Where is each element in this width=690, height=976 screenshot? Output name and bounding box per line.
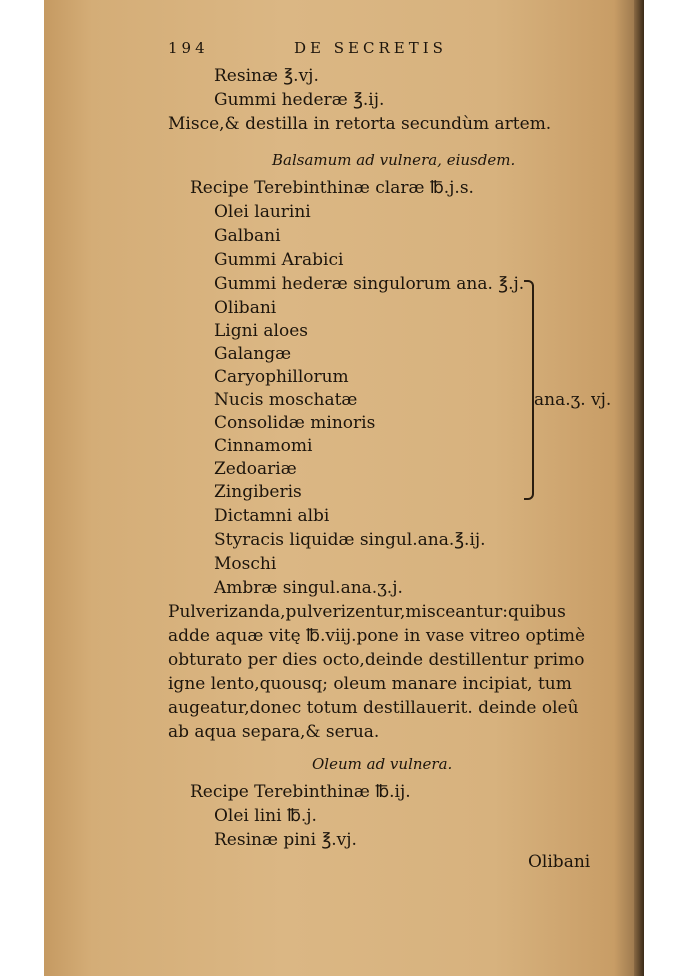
text-line: augeatur,donec totum destillauerit. deinde oleû bbox=[168, 698, 579, 718]
ingredient-line: Caryophillorum bbox=[214, 367, 349, 387]
ingredient-line: Zingiberis bbox=[214, 482, 302, 502]
bracket-brace bbox=[524, 280, 534, 500]
text-line: Recipe Terebinthinæ ℔.ij. bbox=[190, 782, 411, 802]
book-page bbox=[44, 0, 644, 976]
text-line: Recipe Terebinthinæ claræ ℔.j.s. bbox=[190, 178, 474, 198]
ingredient-line: Resinæ pini ℥.vj. bbox=[214, 830, 357, 850]
section-heading: Oleum ad vulnera. bbox=[312, 755, 453, 773]
text-line: obturato per dies octo,deinde destillentur primo bbox=[168, 650, 585, 670]
text-line: Gummi hederæ ℥.ij. bbox=[214, 90, 385, 110]
bracket-label: ana.ʒ. vj. bbox=[534, 390, 612, 410]
ingredient-line: Galangæ bbox=[214, 344, 292, 364]
ingredient-line: Dictamni albi bbox=[214, 506, 330, 526]
ingredient-line: Consolidæ minoris bbox=[214, 413, 376, 433]
ingredient-line: Olibani bbox=[214, 298, 277, 318]
ingredient-line: Gummi hederæ singulorum ana. ℥.j. bbox=[214, 274, 525, 294]
section-heading: Balsamum ad vulnera, eiusdem. bbox=[272, 151, 516, 169]
text-line: igne lento,quousq; oleum manare incipiat, tum bbox=[168, 674, 572, 694]
page-number: 194 bbox=[168, 39, 209, 57]
catchword: Olibani bbox=[528, 852, 591, 872]
ingredient-line: Ligni aloes bbox=[214, 321, 308, 341]
ingredient-line: Olei laurini bbox=[214, 202, 311, 222]
ingredient-line: Zedoariæ bbox=[214, 459, 297, 479]
text-line: Pulverizanda,pulverizentur,misceantur:quibus bbox=[168, 602, 566, 622]
ingredient-line: Galbani bbox=[214, 226, 281, 246]
running-title: DE SECRETIS bbox=[294, 39, 447, 57]
ingredient-line: Nucis moschatæ bbox=[214, 390, 358, 410]
ingredient-line: Styracis liquidæ singul.ana.℥.ij. bbox=[214, 530, 486, 550]
text-line: Misce,& destilla in retorta secundùm artem. bbox=[168, 114, 552, 134]
text-line: adde aquæ vitę ℔.viij.pone in vase vitreo optimè bbox=[168, 626, 586, 646]
page-gutter-shadow bbox=[634, 0, 644, 976]
ingredient-line: Moschi bbox=[214, 554, 277, 574]
ingredient-line: Cinnamomi bbox=[214, 436, 313, 456]
text-line: Resinæ ℥.vj. bbox=[214, 66, 319, 86]
ingredient-line: Gummi Arabici bbox=[214, 250, 344, 270]
ingredient-line: Olei lini ℔.j. bbox=[214, 806, 317, 826]
ingredient-line: Ambræ singul.ana.ʒ.j. bbox=[214, 578, 403, 598]
text-line: ab aqua separa,& serua. bbox=[168, 722, 380, 742]
